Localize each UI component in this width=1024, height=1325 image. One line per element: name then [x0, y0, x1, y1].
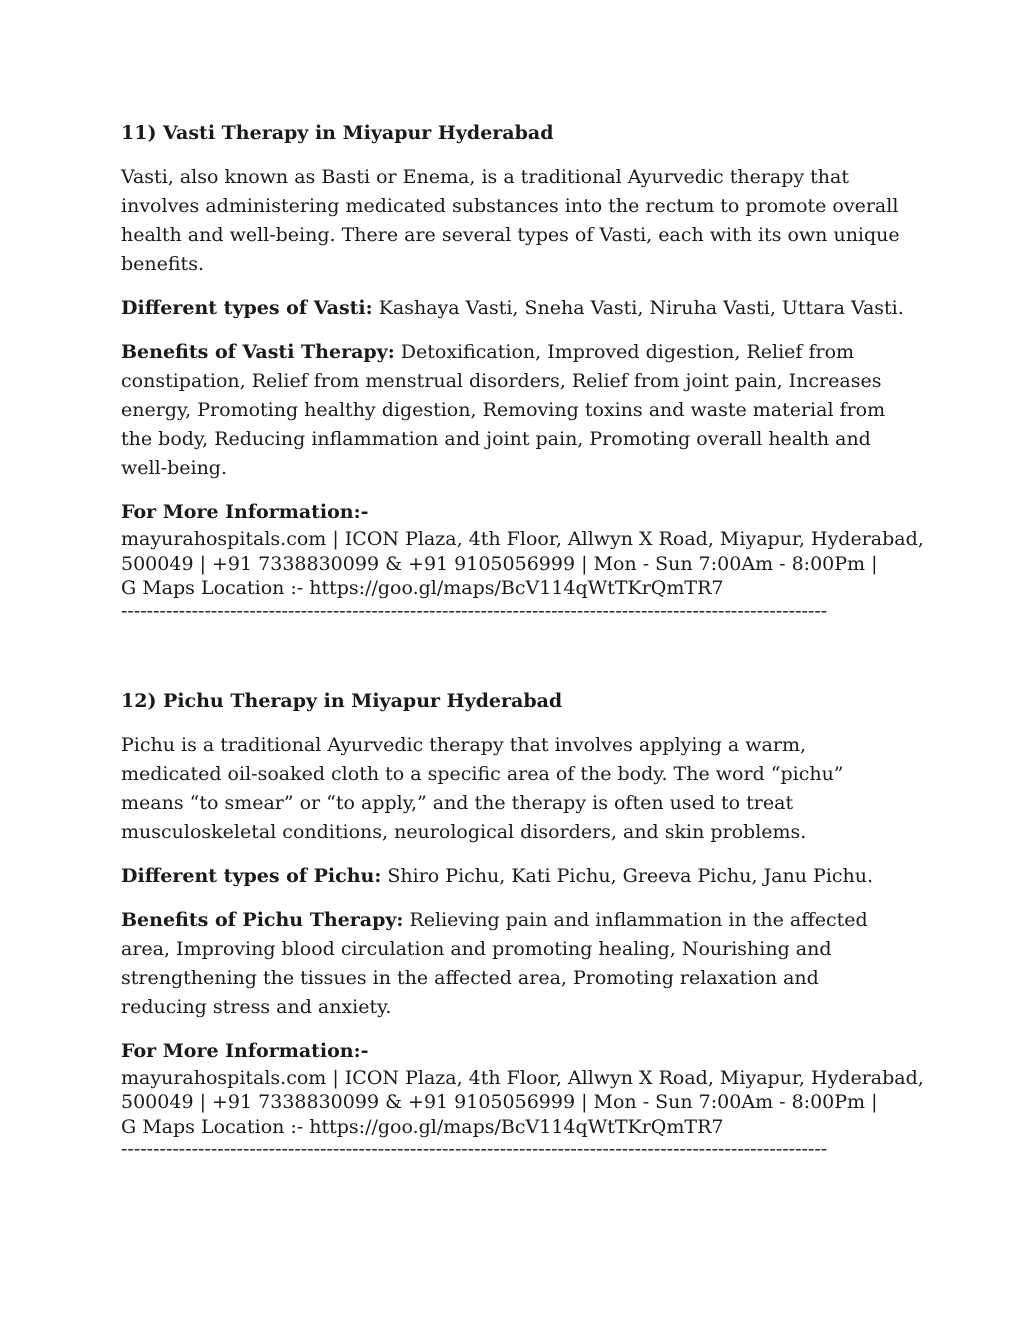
info-title: For More Information:-: [121, 1039, 369, 1062]
section-pichu-therapy: [121, 687, 924, 1160]
document-page: [121, 119, 924, 1159]
types-label: Different types of Vasti:: [121, 297, 373, 319]
section-intro: Vasti, also known as Basti or Enema, is a traditional Ayurvedic therapy that involves administering medicated substances into the rectum to promote overall health and well-being. There are several types of Vasti, each with its own unique benefits.: [121, 166, 900, 275]
info-line-phone-hours: 500049 | +91 7338830099 & +91 9105056999 | Mon - Sun 7:00Am - 8:00Pm |: [121, 552, 878, 575]
types-paragraph: [121, 294, 906, 323]
benefits-value: Relieving pain and inflammation in the affected area, Improving blood circulation and promoting healing, Nourishing and strengthening the tissues in the affected area, Promoting relaxation and reducing stress and anxiety.: [121, 908, 868, 1018]
section-spacer: [121, 621, 906, 687]
info-line-phone-hours: 500049 | +91 7338830099 & +91 9105056999 | Mon - Sun 7:00Am - 8:00Pm |: [121, 1091, 878, 1113]
benefits-label: Benefits of Vasti Therapy:: [121, 341, 395, 363]
types-paragraph: [121, 862, 906, 891]
dashed-divider: --------------------------------------------------------------------------------------------------------------: [121, 1139, 828, 1159]
dashed-divider: --------------------------------------------------------------------------------------------------------------: [121, 600, 828, 621]
info-line-website-address: mayurahospitals.com | ICON Plaza, 4th Floor, Allwyn X Road, Miyapur, Hyderabad,: [121, 1066, 924, 1089]
benefits-paragraph: [121, 338, 906, 483]
section-heading: 11) Vasti Therapy in Miyapur Hyderabad: [121, 122, 554, 144]
info-line-website-address: mayurahospitals.com | ICON Plaza, 4th Floor, Allwyn X Road, Miyapur, Hyderabad,: [121, 528, 924, 550]
benefits-label: Benefits of Pichu Therapy:: [121, 908, 404, 931]
benefits-value: Detoxification, Improved digestion, Relief from constipation, Relief from menstrual disorders, Relief from joint pain, Increases energy, Promoting healthy digestion, Removing toxins and waste material from the body, Reducing inflammation and joint pain, Promoting overall health and well-being.: [121, 341, 886, 479]
info-title: For More Information:-: [121, 501, 369, 523]
benefits-paragraph: [121, 906, 906, 1022]
info-line-maps-location: G Maps Location :- https://goo.gl/maps/BcV114qWtTKrQmTR7: [121, 577, 724, 599]
section-intro: Pichu is a traditional Ayurvedic therapy that involves applying a warm, medicated oil-soaked cloth to a specific area of the body. The word “pichu” means “to smear” or “to apply,” and the therapy is often used to treat musculoskeletal conditions, neurological disorders, and skin problems.: [121, 733, 844, 843]
section-heading: 12) Pichu Therapy in Miyapur Hyderabad: [121, 689, 563, 712]
types-value: Kashaya Vasti, Sneha Vasti, Niruha Vasti, Uttara Vasti.: [372, 297, 904, 319]
section-vasti-therapy: [121, 119, 924, 621]
types-label: Different types of Pichu:: [121, 864, 382, 887]
info-line-maps-location: G Maps Location :- https://goo.gl/maps/BcV114qWtTKrQmTR7: [121, 1115, 724, 1138]
types-value: Shiro Pichu, Kati Pichu, Greeva Pichu, Janu Pichu.: [381, 864, 874, 887]
